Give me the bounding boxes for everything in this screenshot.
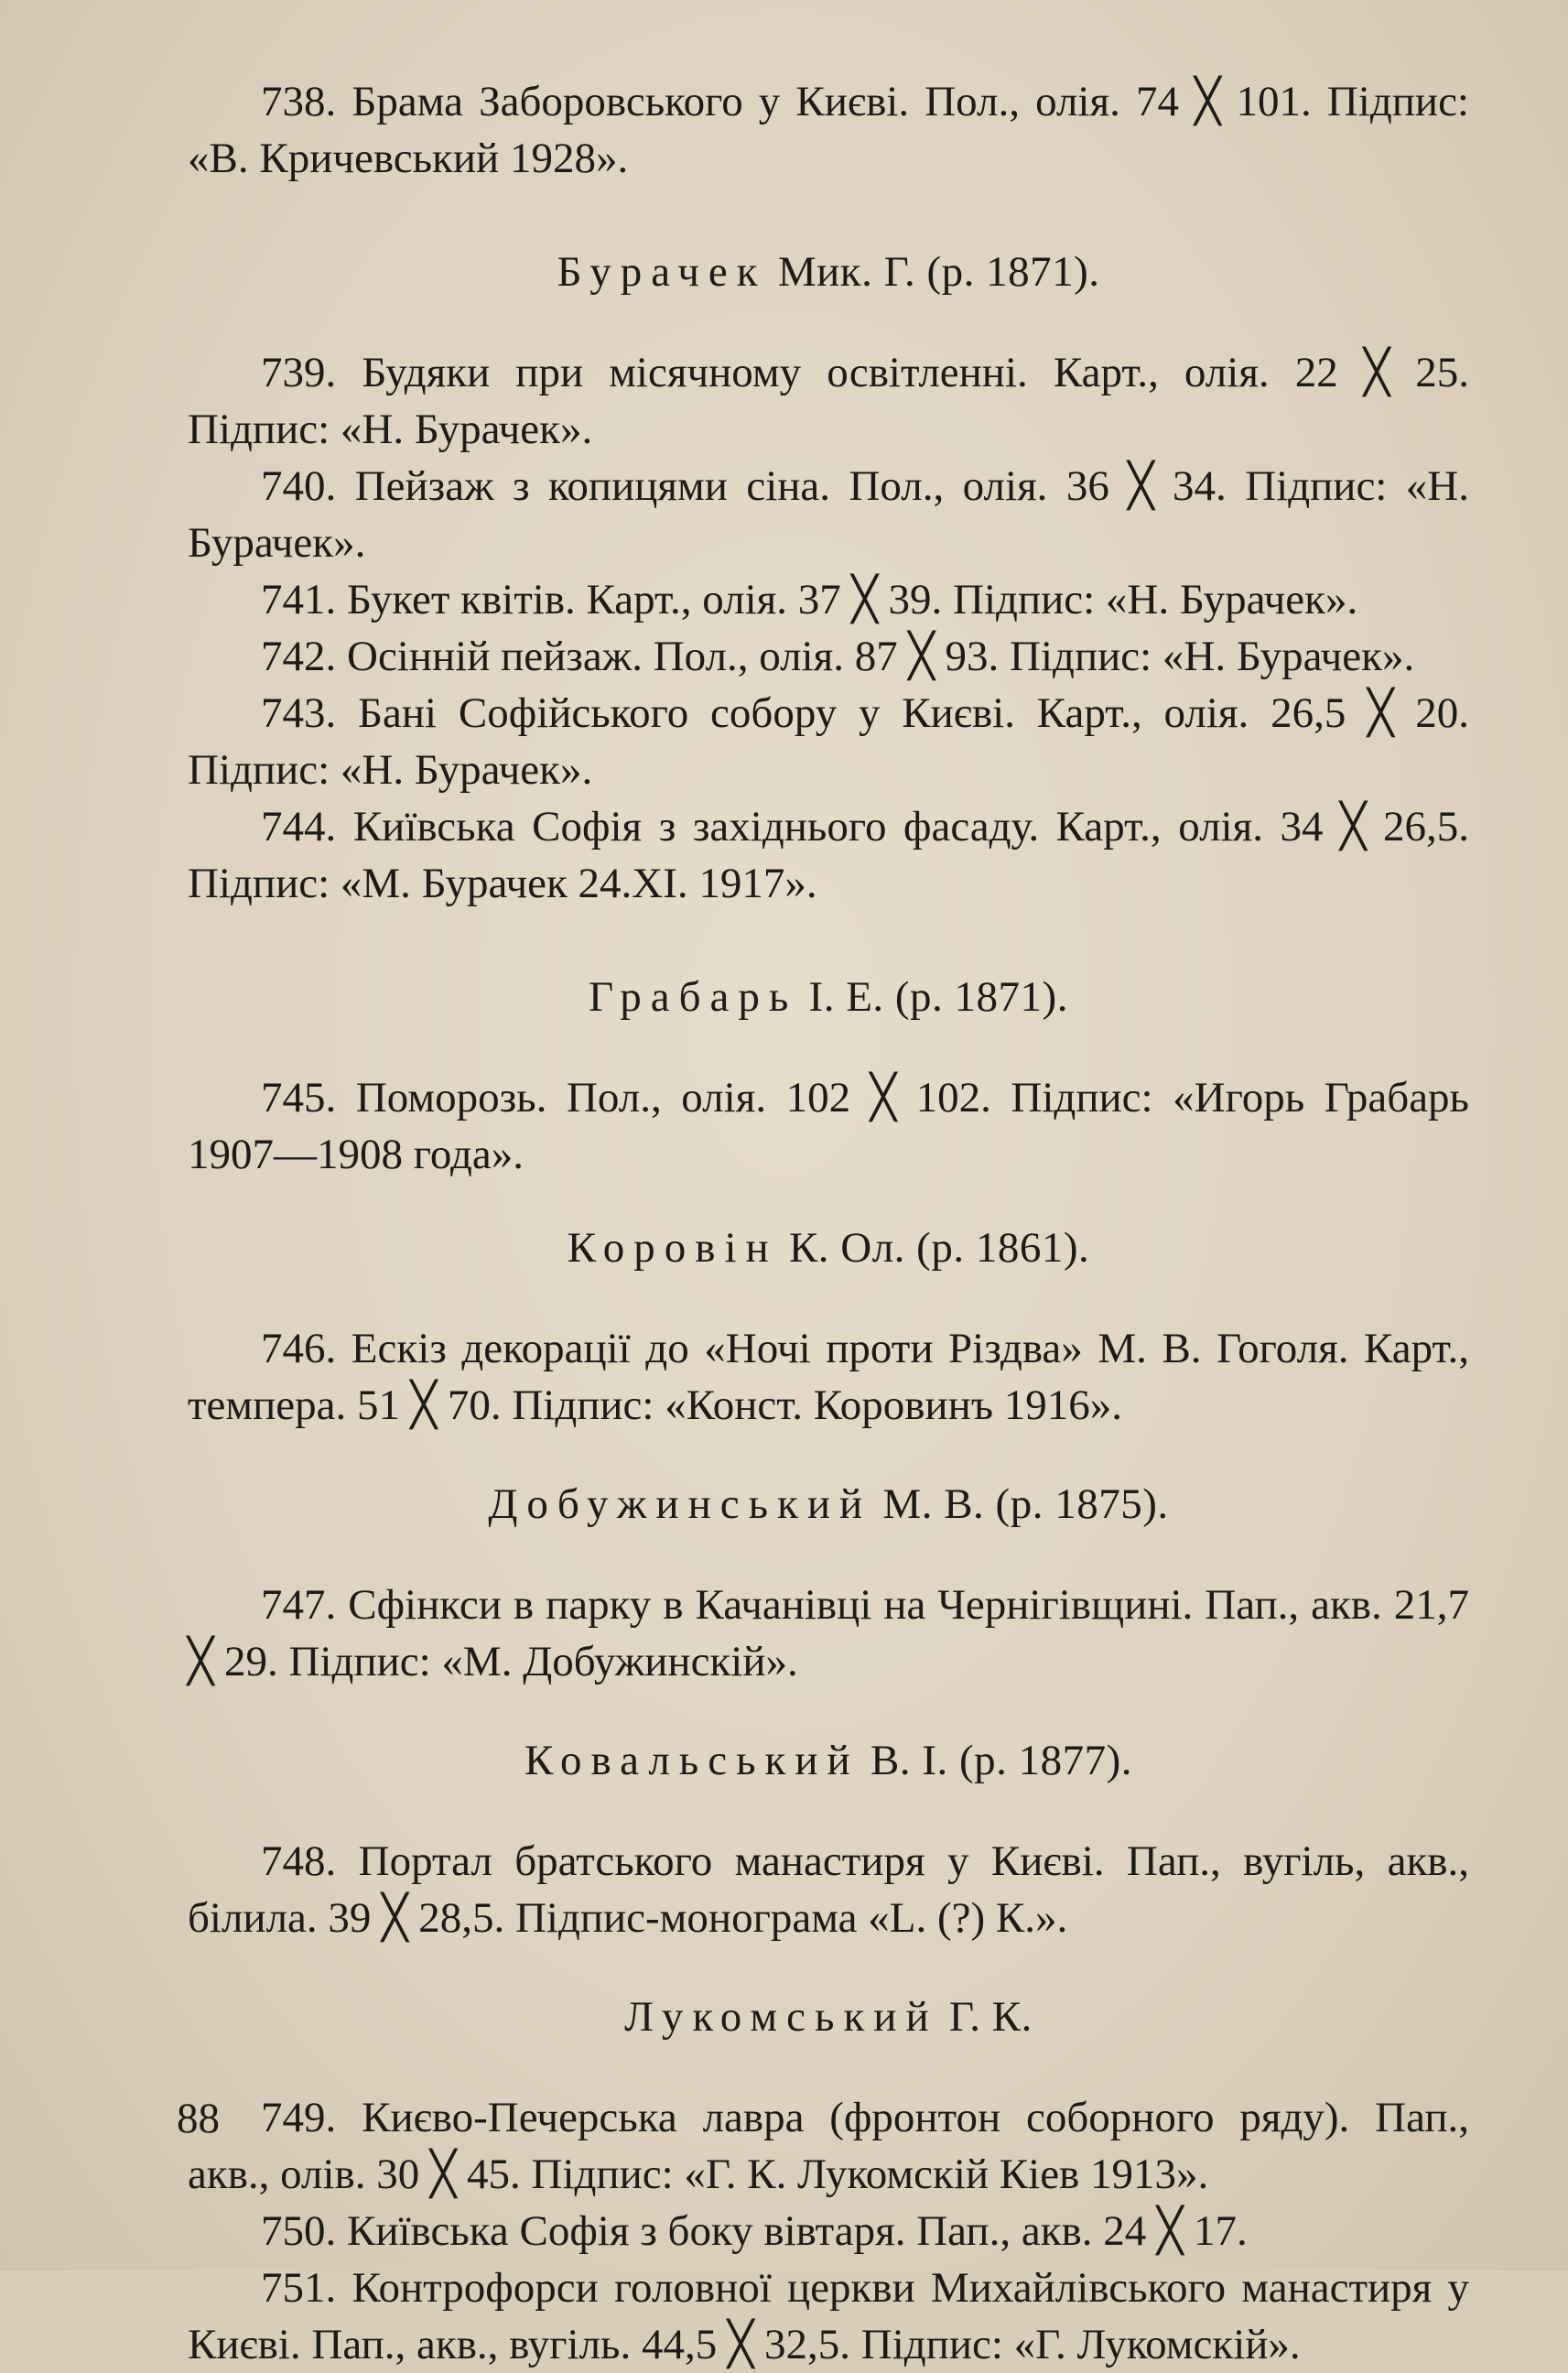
catalog-entry-740: 740. Пейзаж з копицями сіна. Пол., олія. 36 ╳ 34. Підпис: «Н. Бурачек». [188,462,1469,567]
catalog-entry-738: 738. Брама Заборовського у Києві. Пол., олія. 74 ╳ 101. Підпис: «В. Кричевський 1928». [188,78,1469,182]
catalog-entry-749: 749. Києво-Печерська лавра (фронтон соборного ряду). Пап., акв., олів. 30 ╳ 45. Підпис: «Г. К. Лукомскій Кіев 1913». [188,2094,1469,2198]
artist-heading-burachek [188,244,1469,300]
catalog-entry-739: 739. Будяки при місячному освітленні. Карт., олія. 22 ╳ 25. Підпис: «Н. Бурачек». [188,349,1469,453]
catalog-entry-747: 747. Сфінкси в парку в Качанівці на Чернігівщині. Пап., акв. 21,7 ╳ 29. Підпис: «М. Добужинскій». [188,1581,1469,1685]
artist-details: І. Е. (р. 1871). [808,973,1068,1021]
page-number: 88 [177,2095,220,2142]
artist-heading-korovin [188,1219,1469,1276]
catalog-entry-743: 743. Бані Софійського собору у Києві. Карт., олія. 26,5 ╳ 20. Підпис: «Н. Бурачек». [188,689,1469,794]
catalog-entry-748: 748. Портал братського манастиря у Києві. Пап., вугіль, акв., білила. 39 ╳ 28,5. Підпис-монограма «L. (?) К.». [188,1837,1469,1942]
catalog-entry-750: 750. Київська Софія з боку вівтаря. Пап., акв. 24 ╳ 17. [261,2207,1248,2255]
artist-details: Г. К. [948,1993,1033,2041]
artist-name: Грабарь [589,973,798,1021]
artist-name: Коровін [567,1224,778,1272]
artist-heading-dobuzhynsky [188,1476,1469,1533]
artist-name: Лукомський [624,1993,938,2041]
artist-heading-kovalsky [188,1732,1469,1789]
artist-name: Ковальський [524,1737,860,1784]
catalog-text [188,73,1469,2373]
artist-name: Добужинський [488,1480,872,1528]
catalog-entry-741: 741. Букет квітів. Карт., олія. 37 ╳ 39. Підпис: «Н. Бурачек». [261,576,1358,623]
artist-name: Бурачек [557,248,767,296]
artist-details: Мик. Г. (р. 1871). [777,248,1100,296]
artist-details: В. І. (р. 1877). [870,1737,1132,1784]
catalog-entry-745: 745. Поморозь. Пол., олія. 102 ╳ 102. Підпис: «Игорь Грабарь 1907—1908 года». [188,1074,1469,1178]
catalog-entry-746: 746. Ескіз декорації до «Ночі проти Різдва» М. В. Гоголя. Карт., темпера. 51 ╳ 70. Підпис: «Конст. Коровинъ 1916». [188,1325,1469,1429]
catalog-entry-742: 742. Осінній пейзаж. Пол., олія. 87 ╳ 93. Підпис: «Н. Бурачек». [261,633,1415,680]
artist-details: К. Ол. (р. 1861). [788,1224,1090,1272]
artist-heading-grabar [188,969,1469,1025]
catalog-entry-744: 744. Київська Софія з західнього фасаду. Карт., олія. 34 ╳ 26,5. Підпис: «М. Бурачек 24.XI. 1917». [188,803,1469,907]
artist-details: М. В. (р. 1875). [882,1480,1169,1528]
artist-heading-lukomsky [188,1988,1469,2045]
catalog-entry-751: 751. Контрофорси головної церкви Михайлівського манастиря у Києві. Пап., акв., вугіль. 44,5 ╳ 32,5. Підпис: «Г. Лукомскій». [188,2264,1469,2368]
